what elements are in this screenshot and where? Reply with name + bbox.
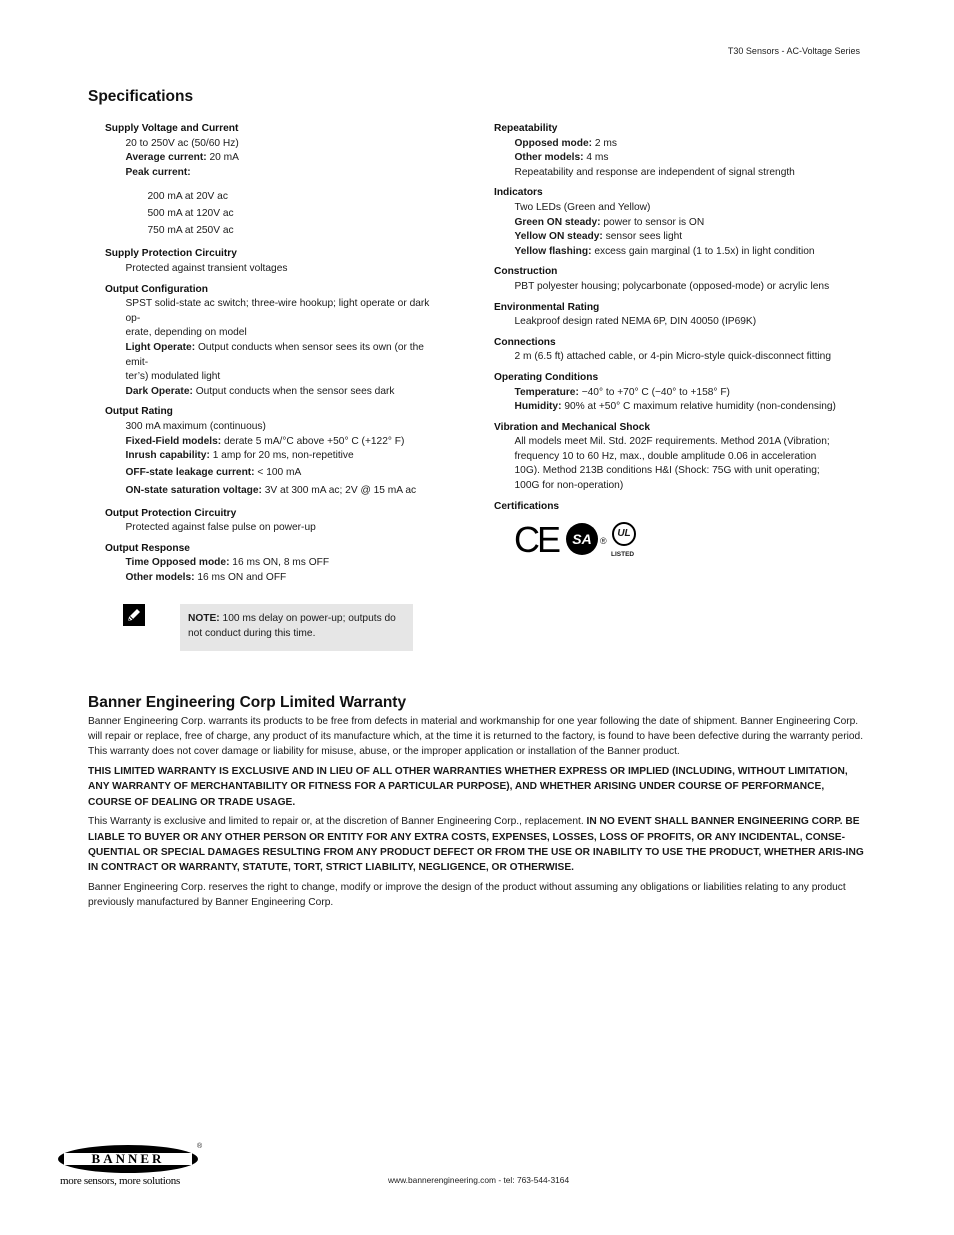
spec-line: Protected against transient voltages xyxy=(125,262,288,274)
ce-mark-icon: CE xyxy=(514,519,559,561)
spec-heading: Output Protection Circuitry xyxy=(105,507,237,519)
logo-badge xyxy=(58,1145,198,1173)
spec-line: Other models: 4 ms xyxy=(514,152,609,164)
specs-right-column xyxy=(494,122,844,566)
spec-output-protection xyxy=(105,507,445,536)
footer-contact: www.bannerengineering.com - tel: 763-544-3164 xyxy=(388,1175,570,1185)
peak-current-list xyxy=(126,188,446,239)
csa-mark-icon: SA xyxy=(566,523,598,555)
note-box xyxy=(180,604,413,651)
spec-heading: Construction xyxy=(494,266,558,278)
note-line: NOTE: 100 ms delay on power-up; outputs do xyxy=(188,613,396,624)
spec-heading: Output Rating xyxy=(105,406,173,418)
running-header: T30 Sensors - AC-Voltage Series xyxy=(727,46,860,56)
spec-line: ter’s) modulated light xyxy=(125,371,221,383)
spec-heading: Connections xyxy=(494,336,556,348)
spec-line: ON-state saturation voltage: 3V at 300 mA ac; 2V @ 15 mA ac xyxy=(125,484,417,496)
spec-line: Green ON steady: power to sensor is ON xyxy=(514,216,705,228)
specifications-title: Specifications xyxy=(88,88,194,105)
list-item: 500 mA at 120V ac xyxy=(147,208,234,220)
spec-line: Other models: 16 ms ON and OFF xyxy=(125,572,287,584)
spec-line: Time Opposed mode: 16 ms ON, 8 ms OFF xyxy=(125,557,330,569)
specs-left-column xyxy=(105,122,445,592)
spec-line: Yellow flashing: excess gain marginal (1 to 1.5x) in light condition xyxy=(514,245,815,257)
spec-line: Two LEDs (Green and Yellow) xyxy=(514,201,651,213)
spec-vibration-shock xyxy=(494,421,844,494)
spec-heading: Vibration and Mechanical Shock xyxy=(494,421,651,433)
logo-tagline: more sensors, more solutions xyxy=(60,1175,180,1187)
spec-heading: Supply Voltage and Current xyxy=(105,123,239,134)
spec-connections xyxy=(494,336,844,365)
spec-line: Leakproof design rated NEMA 6P, DIN 40050 (IP69K) xyxy=(514,316,757,328)
spec-line: PBT polyester housing; polycarbonate (opposed-mode) or acrylic lens xyxy=(514,280,830,292)
ul-listed-label: LISTED xyxy=(611,551,635,559)
spec-line: 20 to 250V ac (50/60 Hz) xyxy=(125,137,239,149)
spec-line: All models meet Mil. Std. 202F requirements. Method 201A (Vibration; xyxy=(514,436,830,448)
spec-supply-protection xyxy=(105,247,445,276)
warranty-text xyxy=(88,714,868,915)
registered-mark: ® xyxy=(600,536,607,547)
spec-repeatability xyxy=(494,122,844,180)
spec-output-response xyxy=(105,542,445,586)
warranty-paragraph: Banner Engineering Corp. reserves the right to change, modify or improve the design of the product without assuming any obligations or liabilities relating to any product previously manufactured by Banner Engineering Corp. xyxy=(88,881,846,909)
spec-environmental-rating xyxy=(494,301,844,330)
certification-logos xyxy=(494,520,844,560)
warranty-paragraph: THIS LIMITED WARRANTY IS EXCLUSIVE AND IN LIEU OF ALL OTHER WARRANTIES WHETHER EXPRESS OR IMPLIED (INCLUDING, WITHOUT LIMITATION, ANY WARRANTY OF MERCHANTABILITY OR FITNESS FOR A PARTICULAR PURPOSE), AND WHETHER ARISING UNDER COURSE OF PERFORMANCE, COURSE OF DEALING OR TRADE USAGE. xyxy=(88,766,848,808)
spec-heading: Supply Protection Circuitry xyxy=(105,248,237,260)
spec-line: Inrush capability: 1 amp for 20 ms, non-repetitive xyxy=(125,450,354,462)
spec-line: 100G for non-operation) xyxy=(514,480,624,492)
list-item: 750 mA at 250V ac xyxy=(147,225,234,237)
spec-line: Peak current: xyxy=(125,166,191,178)
spec-heading: Output Configuration xyxy=(105,283,208,295)
spec-heading: Output Response xyxy=(105,542,190,554)
spec-line: Yellow ON steady: sensor sees light xyxy=(514,231,683,243)
spec-line: Temperature: −40° to +70° C (−40° to +158° F) xyxy=(514,386,730,398)
spec-line: 10G). Method 213B conditions H&I (Shock: 75G with unit operating; xyxy=(514,465,820,477)
list-item: 200 mA at 20V ac xyxy=(147,191,228,203)
spec-line: Opposed mode: 2 ms xyxy=(514,137,617,149)
spec-line: 300 mA maximum (continuous) xyxy=(125,420,266,432)
spec-line: Protected against false pulse on power-up xyxy=(125,522,316,534)
spec-line: Average current: 20 mA xyxy=(125,152,239,164)
spec-operating-conditions xyxy=(494,371,844,415)
spec-line: SPST solid-state ac switch; three-wire hookup; light operate or dark op- xyxy=(125,298,430,324)
spec-line: Dark Operate: Output conducts when the sensor sees dark xyxy=(125,385,395,397)
logo-registered-mark: ® xyxy=(197,1143,203,1150)
spec-line: Fixed-Field models: derate 5 mA/°C above +50° C (+122° F) xyxy=(125,435,405,447)
spec-heading: Certifications xyxy=(494,500,560,512)
warranty-paragraph: This Warranty is exclusive and limited to repair or, at the discretion of Banner Engineering Corp., replacement. IN NO EVENT SHALL BANNER ENGINEERING CORP. BE LIABLE TO BUYER OR ANY OTHER PERSON OR ENTITY FOR ANY EXTRA COSTS, EXPENSES, LOSSES, LOSS OF PROFITS, OR ANY INCIDENTAL, CONSE-QUENTIAL OR SPECIAL DAMAGES RESULTING FROM ANY PRODUCT DEFECT OR FROM THE USE OR INABILITY TO USE THE PRODUCT, WHETHER ARIS-ING IN CONTRACT OR WARRANTY, STATUTE, TORT, STRICT LIABILITY, NEGLIGENCE, OR OTHERWISE. xyxy=(88,816,864,874)
spec-heading: Operating Conditions xyxy=(494,371,599,383)
spec-line: erate, depending on model xyxy=(125,327,247,339)
spec-line: 2 m (6.5 ft) attached cable, or 4-pin Micro-style quick-disconnect fitting xyxy=(514,351,832,363)
spec-line: frequency 10 to 60 Hz, max., double amplitude 0.06 in acceleration xyxy=(514,450,817,462)
spec-construction xyxy=(494,265,844,294)
spec-line: Light Operate: Output conducts when sensor sees its own (or the emit- xyxy=(125,341,424,368)
spec-line: Repeatability and response are independent of signal strength xyxy=(514,166,795,178)
warranty-title: Banner Engineering Corp Limited Warranty xyxy=(88,694,407,711)
spec-heading: Repeatability xyxy=(494,123,558,134)
note-line: not conduct during this time. xyxy=(188,627,316,639)
pencil-icon xyxy=(123,604,145,626)
warranty-paragraph: Banner Engineering Corp. warrants its products to be free from defects in material and workmanship for one year following the date of shipment. Banner Engineering Corp. will repair or replace, free of charge, any product of its manufacture which, at the time it is returned to the factory, is found to have been defective during the warranty period. This warranty does not cover damage or liability for misuse, abuse, or the improper application or installation of the Banner product. xyxy=(88,716,864,758)
banner-logo xyxy=(56,1143,206,1191)
spec-output-rating xyxy=(105,405,445,500)
spec-heading: Environmental Rating xyxy=(494,301,600,313)
spec-line: OFF-state leakage current: < 100 mA xyxy=(125,466,302,478)
spec-indicators xyxy=(494,186,844,259)
spec-heading: Indicators xyxy=(494,187,543,199)
logo-wordmark: BANNER xyxy=(91,1151,165,1166)
spec-line: Humidity: 90% at +50° C maximum relative humidity (non-condensing) xyxy=(514,401,836,413)
ul-listed-icon: UL xyxy=(612,522,636,546)
spec-supply-voltage xyxy=(105,122,445,239)
spec-certifications xyxy=(494,500,844,561)
spec-output-configuration xyxy=(105,283,445,400)
